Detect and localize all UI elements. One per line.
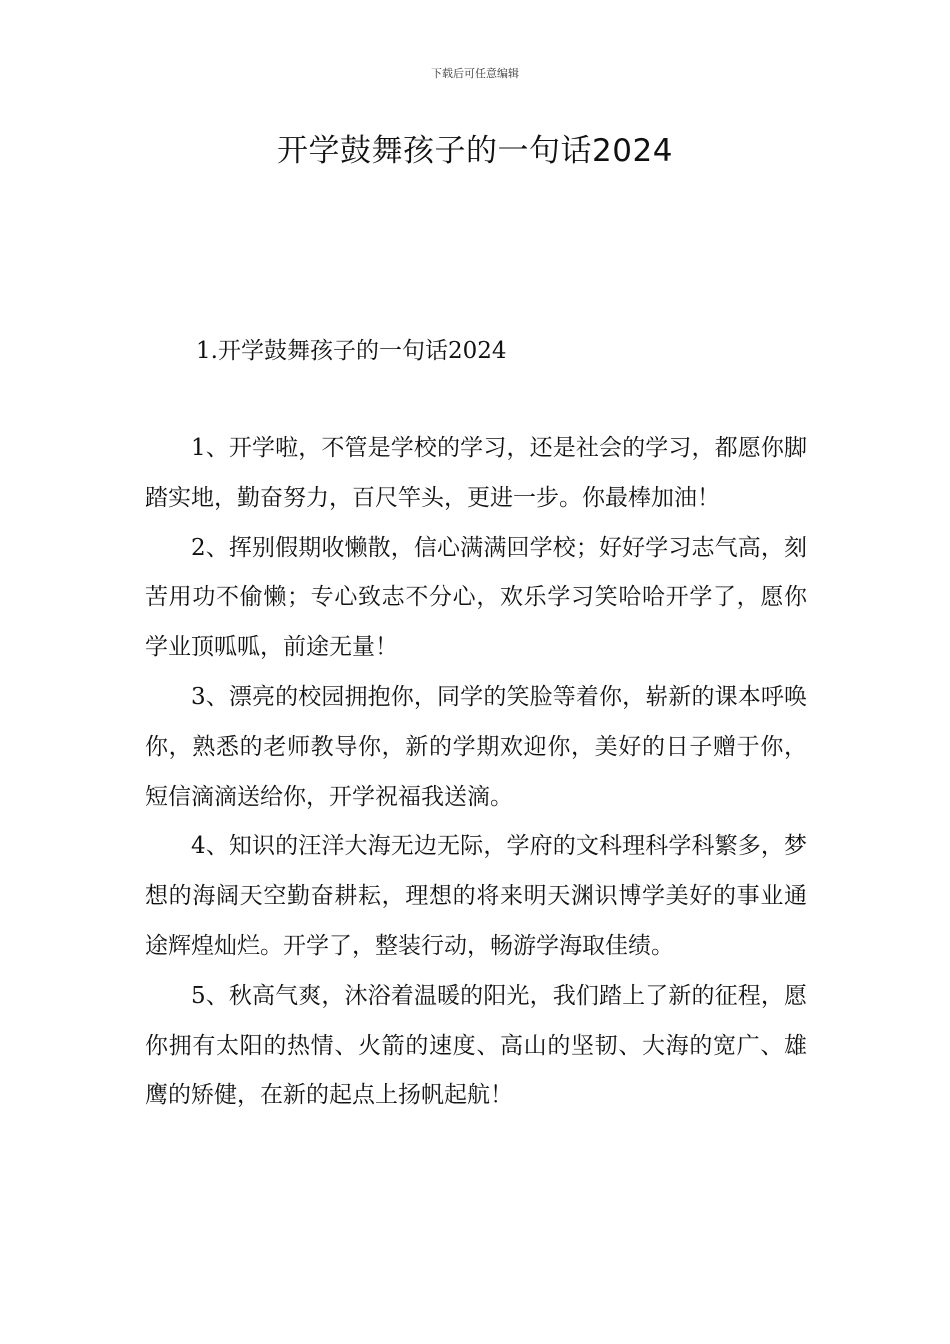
- header-note: 下载后可任意编辑: [431, 67, 519, 80]
- body-text: [145, 424, 807, 1121]
- paragraph-1: 1、开学啦，不管是学校的学习，还是社会的学习，都愿你脚踏实地，勤奋努力，百尺竿头，更进一步。你最棒加油！: [145, 435, 807, 511]
- paragraph-4: 4、知识的汪洋大海无边无际，学府的文科理科学科繁多，梦想的海阔天空勤奋耕耘，理想的将来明天渊识博学美好的事业通途辉煌灿烂。开学了，整装行动，畅游学海取佳绩。: [145, 833, 807, 959]
- paragraph-3: 3、漂亮的校园拥抱你，同学的笑脸等着你，崭新的课本呼唤你，熟悉的老师教导你，新的学期欢迎你，美好的日子赠于你，短信滴滴送给你，开学祝福我送滴。: [145, 683, 807, 810]
- section-heading: 1.开学鼓舞孩子的一句话2024: [196, 338, 507, 364]
- paragraph-5: 5、秋高气爽，沐浴着温暖的阳光，我们踏上了新的征程，愿你拥有太阳的热情、火箭的速度、高山的坚韧、大海的宽广、雄鹰的矫健，在新的起点上扬帆起航！: [145, 982, 807, 1109]
- document-title: 开学鼓舞孩子的一句话2024: [277, 133, 673, 169]
- paragraph-2: 2、挥别假期收懒散，信心满满回学校；好好学习志气高，刻苦用功不偷懒；专心致志不分心，欢乐学习笑哈哈开学了，愿你学业顶呱呱，前途无量！: [145, 534, 807, 661]
